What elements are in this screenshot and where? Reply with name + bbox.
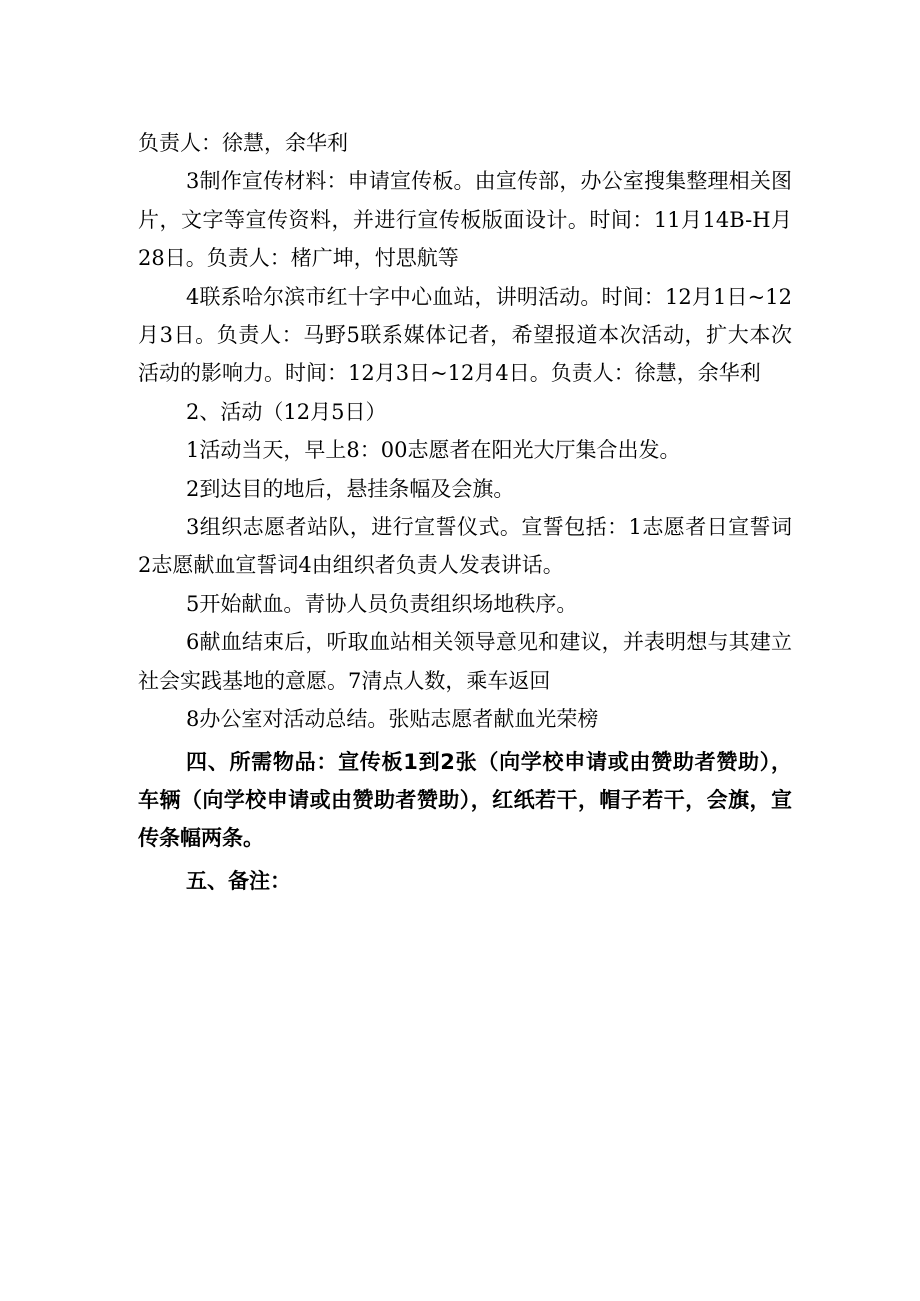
document-body bbox=[138, 124, 792, 900]
paragraph-activity-3: 3组织志愿者站队，进行宣誓仪式。宣誓包括：1志愿者日宣誓词2志愿献血宣誓词4由组织者负责人发表讲话。 bbox=[138, 515, 792, 578]
paragraph-activity-1: 1活动当天，早上8：00志愿者在阳光大厅集合出发。 bbox=[186, 438, 681, 463]
paragraph-activity-2: 2到达目的地后，悬挂条幅及会旗。 bbox=[186, 476, 515, 501]
paragraph-activity-6: 6献血结束后，听取血站相关领导意见和建议，并表明想与其建立社会实践基地的意愿。7清点人数，乘车返回 bbox=[138, 630, 792, 693]
heading-required-items: 四、所需物品：宣传板1到2张（向学校申请或由赞助者赞助），车辆（向学校申请或由赞助者赞助），红纸若干，帽子若干，会旗，宣传条幅两条。 bbox=[138, 749, 792, 851]
paragraph-item-3-materials: 3制作宣传材料：申请宣传板。由宣传部，办公室搜集整理相关图片，文字等宣传资料，并进行宣传板版面设计。时间：11月14B-H月28日。负责人：楮广坤，忖思航等 bbox=[138, 169, 793, 271]
paragraph-section-activity: 2、活动（12月5日） bbox=[186, 399, 387, 424]
paragraph-activity-8: 8办公室对活动总结。张贴志愿者献血光荣榜 bbox=[186, 707, 599, 732]
heading-remarks: 五、备注： bbox=[186, 868, 291, 893]
paragraph-responsible-1: 负责人：徐慧，余华利 bbox=[138, 131, 348, 155]
paragraph-activity-5: 5开始献血。青协人员负责组织场地秩序。 bbox=[186, 591, 578, 616]
paragraph-item-4-blood-station: 4联系哈尔滨市红十字中心血站，讲明活动。时间：12月1日~12月3日。负责人：马野5联系媒体记者，希望报道本次活动，扩大本次活动的影响力。时间：12月3日~12月4日。负责人：徐慧，余华利 bbox=[138, 284, 792, 386]
